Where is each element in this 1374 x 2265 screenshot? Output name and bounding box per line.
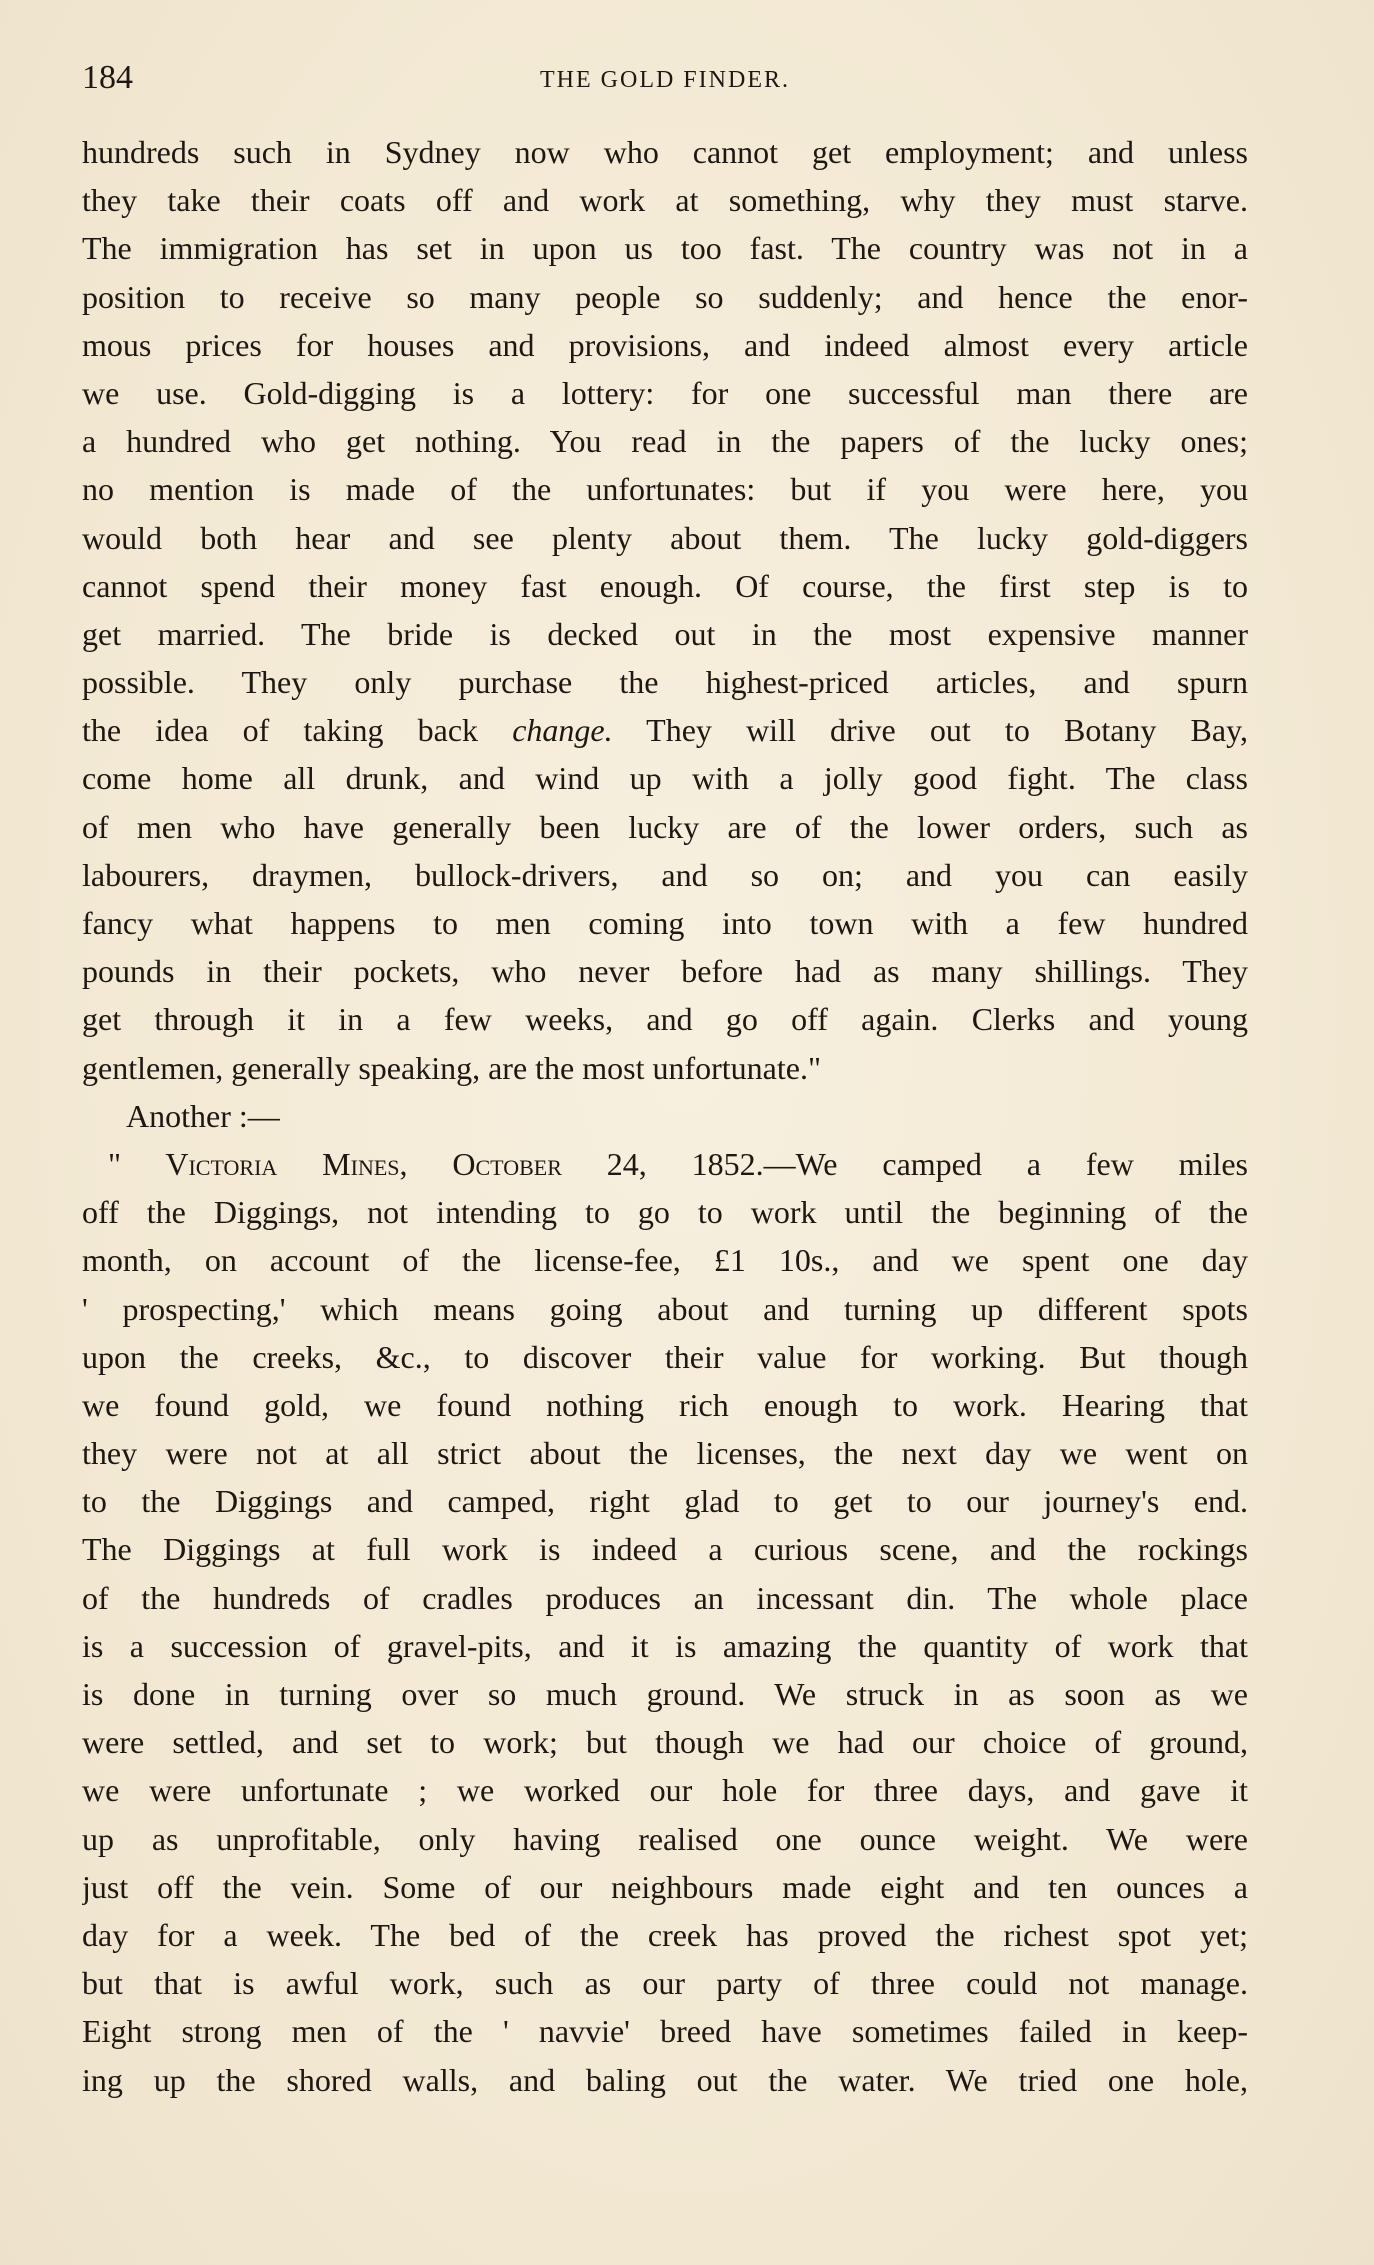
text-line: just off the vein. Some of our neighbours made eight and ten ounces a [82,1868,1248,1905]
text-line: we use. Gold-digging is a lottery: for one successful man there are [82,374,1248,411]
text-line: is a succession of gravel-pits, and it is amazing the quantity of work that [82,1627,1248,1664]
text-line: off the Diggings, not intending to go to work until the beginning of the [82,1194,1248,1231]
text-line: Another :— [126,1097,280,1134]
text-line: of the hundreds of cradles produces an incessant din. The whole place [82,1579,1248,1616]
text-line: no mention is made of the unfortunates: but if you were here, you [82,471,1248,508]
text-line-with-italic [82,706,1248,754]
text-line: but that is awful work, such as our party of three could not manage. [82,1965,1248,2002]
text-line: position to receive so many people so suddenly; and hence the enor- [82,278,1248,315]
text-line: would both hear and see plenty about them. The lucky gold-diggers [82,519,1248,556]
text-line: cannot spend their money fast enough. Of course, the first step is to [82,567,1248,604]
text-line: mous prices for houses and provisions, and indeed almost every article [82,326,1248,363]
text-line: day for a week. The bed of the creek has proved the richest spot yet; [82,1916,1248,1953]
text-line: The immigration has set in upon us too fast. The country was not in a [82,230,1248,267]
text-fragment: —We camped a few miles [763,1145,1248,1182]
text-line: upon the creeks, &c., to discover their value for working. But though [82,1338,1248,1375]
text-fragment: They will drive out to Botany Bay, [646,712,1248,749]
text-line: ' prospecting,' which means going about and turning up different spots [82,1290,1248,1327]
text-line: to the Diggings and camped, right glad to get to our journey's end. [82,1483,1248,1520]
text-line: The Diggings at full work is indeed a curious scene, and the rockings [82,1531,1248,1568]
text-line: possible. They only purchase the highest-priced articles, and spurn [82,664,1248,701]
text-line: gentlemen, generally speaking, are the most unfortunate." [82,1049,822,1086]
text-line: they take their coats off and work at something, why they must starve. [82,182,1248,219]
text-line: get married. The bride is decked out in the most expensive manner [82,615,1248,652]
italic-word: change. [512,712,613,749]
text-line: pounds in their pockets, who never before had as many shillings. They [82,953,1248,990]
running-head [82,58,1248,98]
text-line: hundreds such in Sydney now who cannot get employment; and unless [82,134,1248,170]
text-line: ing up the shored walls, and baling out the water. We tried one hole, [82,2061,1248,2098]
text-line: were settled, and set to work; but though we had our choice of ground, [82,1724,1248,1761]
text-line: get through it in a few weeks, and go off again. Clerks and young [82,1001,1248,1038]
text-line-with-small-caps [82,1140,1248,1188]
page-number: 184 [82,59,133,96]
text-line: up as unprofitable, only having realised one ounce weight. We were [82,1820,1248,1857]
text-line: we were unfortunate ; we worked our hole for three days, and gave it [82,1772,1248,1809]
text-line: come home all drunk, and wind up with a jolly good fight. The class [82,760,1248,797]
text-line: fancy what happens to men coming into town with a few hundred [82,905,1248,941]
text-fragment: the idea of taking back [82,712,479,749]
text-line: labourers, draymen, bullock-drivers, and so on; and you can easily [82,856,1248,893]
text-line: is done in turning over so much ground. We struck in as soon as we [82,1676,1248,1712]
dateline: " Victoria Mines, October 24, 1852. [108,1145,764,1182]
body-text [82,128,1248,2104]
text-line: of men who have generally been lucky are of the lower orders, such as [82,808,1248,845]
running-title: THE GOLD FINDER. [540,67,790,93]
text-line: Eight strong men of the ' navvie' breed have sometimes failed in keep- [82,2013,1248,2050]
text-line: they were not at all strict about the licenses, the next day we went on [82,1435,1248,1472]
text-line: we found gold, we found nothing rich enough to work. Hearing that [82,1386,1248,1423]
text-line: a hundred who get nothing. You read in the papers of the lucky ones; [82,423,1248,460]
text-line: month, on account of the license-fee, £1 10s., and we spent one day [82,1242,1248,1279]
